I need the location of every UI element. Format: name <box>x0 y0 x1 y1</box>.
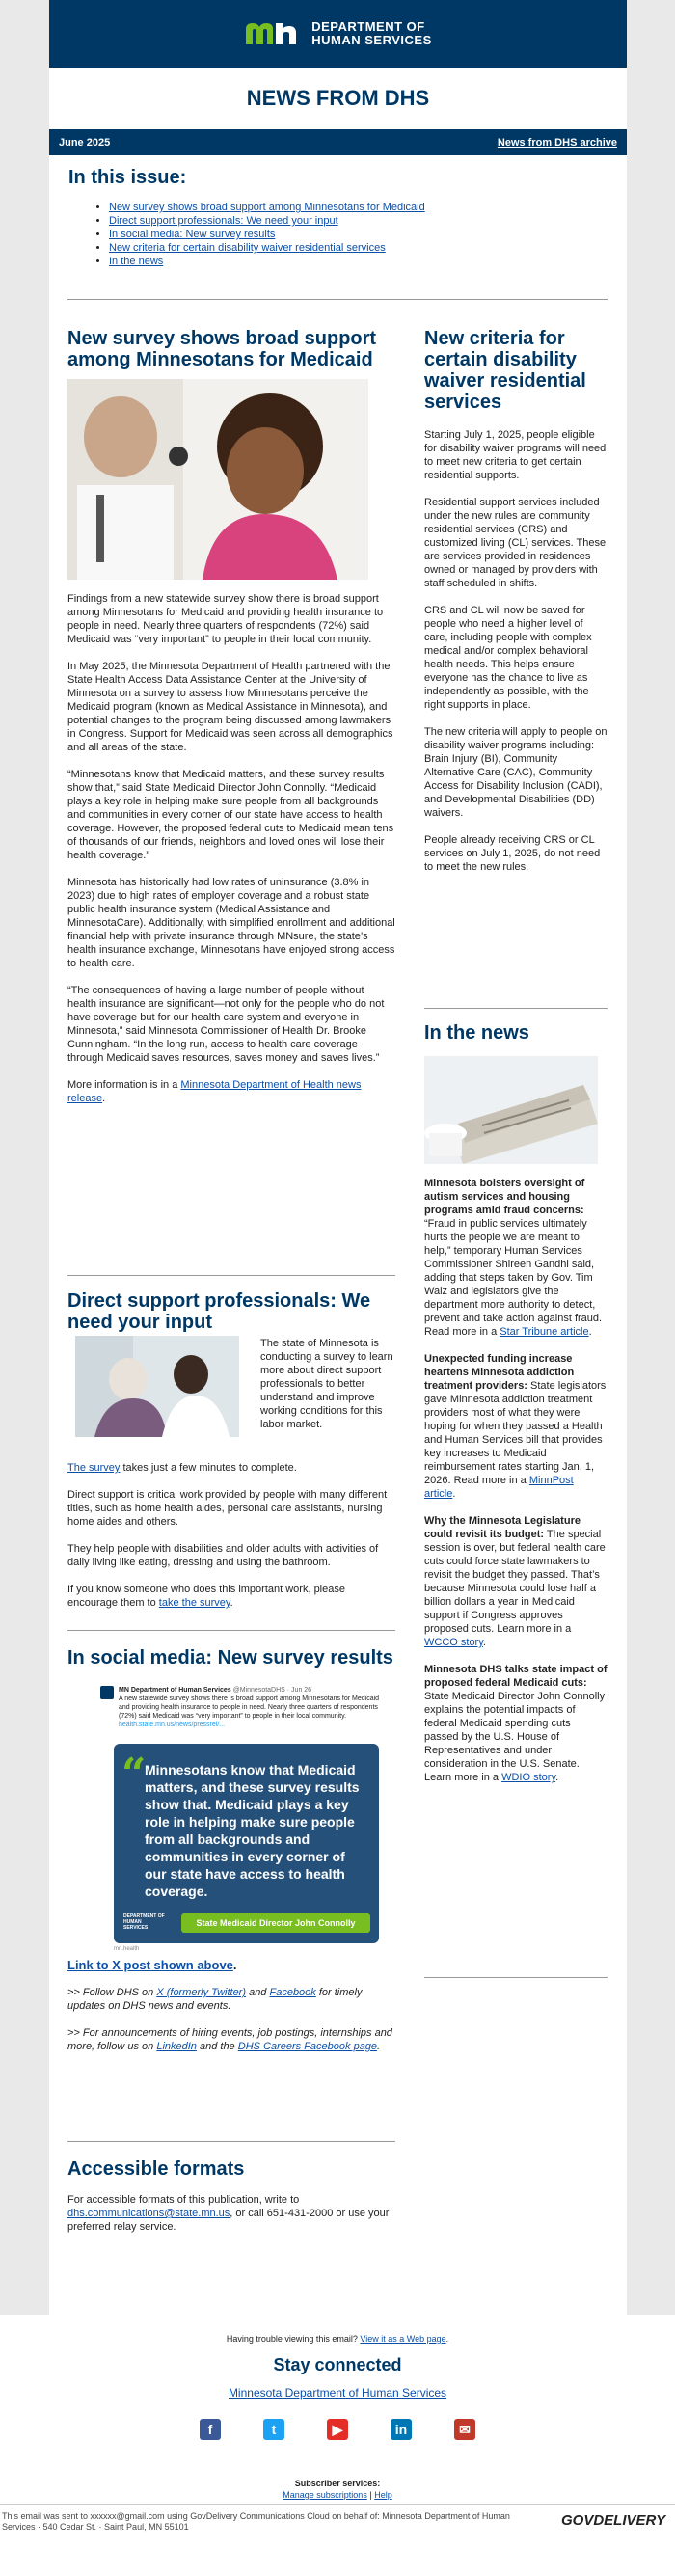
social-icons <box>0 2419 675 2440</box>
criteria-p1: Starting July 1, 2025, people eligible for disability waiver programs will need to meet new criteria to get certain residential supports. <box>424 429 607 481</box>
dsp-p4: They help people with disabilities and older adults with activities of daily living like eating, dressing and using the bathroom. <box>68 1543 379 1568</box>
issue-item <box>109 255 608 268</box>
divider <box>68 299 608 300</box>
minnpost-link[interactable]: MinnPost article <box>424 1475 574 1500</box>
doctor-child-photo <box>68 379 368 580</box>
card-source: mn.health <box>114 1946 140 1952</box>
dsp-section <box>68 1290 395 1333</box>
trouble-post: . <box>446 2334 449 2344</box>
access-post: , or call 651-431-2000 or use your preferred relay service. <box>68 2208 390 2233</box>
news-head-1: Minnesota bolsters oversight of autism services and housing programs amid fraud concerns: <box>424 1178 585 1216</box>
accessible-text <box>68 2193 395 2234</box>
social-section <box>68 1647 415 1668</box>
wcco-link[interactable]: WCCO story <box>424 1637 483 1648</box>
tweet-header <box>100 1686 390 1734</box>
criteria-p4: The new criteria will apply to people on disability waiver programs including: Brain Injury (BI), Community Alternative Care (CAC), Community Access for Disability Inclusion (CADI), and Developmental Disabilities (DD) waivers. <box>424 726 608 819</box>
newsletter-title: NEWS FROM DHS <box>246 86 430 110</box>
news-head-4: Minnesota DHS talks state impact of proposed federal Medicaid cuts: <box>424 1664 608 1689</box>
accessible-section <box>68 2158 395 2234</box>
medicaid-p1: Findings from a new statewide survey show there is broad support among Minnesotans for Medicaid and providing health insurance to people in need. Nearly three quarters of respondents (72%) said Medicaid was “very important” to people in their local community. <box>68 593 384 645</box>
divider <box>68 1630 395 1631</box>
tweet-handle: @MinnesotaDHS · Jun 26 <box>232 1687 312 1694</box>
ann-mid: and the <box>196 2041 238 2052</box>
date-bar <box>49 129 627 155</box>
tweet-text: A new statewide survey shows there is broad support among Minnesotans for Medicaid and providing health insurance to people in need. Nearly three quarters of respondents (72%) said Medicaid was “very important” to people in their local community. <box>119 1695 380 1720</box>
dsp-p5 <box>68 1583 395 1610</box>
news-head-3: Why the Minnesota Legislature could revisit its budget: <box>424 1515 580 1540</box>
issue-link-medicaid[interactable]: New survey shows broad support among Minnesotans for Medicaid <box>109 202 425 213</box>
account-avatar <box>100 1686 114 1699</box>
newspaper-photo <box>424 1056 598 1164</box>
issue-item <box>109 214 608 228</box>
news-body-1: “Fraud in public services ultimately hurts the people we are meant to help,” temporary Human Services Commissioner Shireen Gandhi said, adding that steps taken by Gov. Tim Walz and legislators give the department more authority to detect, prevent and take action against fraud. Read more in a <box>424 1218 603 1338</box>
news-post-1: . <box>588 1326 592 1338</box>
issue-item <box>109 228 608 241</box>
manage-subscriptions-link[interactable]: Manage subscriptions <box>283 2490 367 2500</box>
link-separator: | <box>369 2490 372 2500</box>
follow-post: for timely updates on DHS news and events. <box>68 1987 363 2012</box>
medicaid-p6 <box>68 1078 395 1105</box>
email-footer <box>0 2315 675 2576</box>
divider <box>424 1008 608 1009</box>
twitter-icon[interactable]: t <box>263 2419 284 2440</box>
delivery-notice: This email was sent to xxxxxx@gmail.com using GovDelivery Communications Cloud on behalf of: Minnesota Department of Human Services · 540 Cedar St. · Saint Paul, MN 55101 <box>2 2511 510 2532</box>
medicaid-body <box>68 592 395 1105</box>
tweet-account: MN Department of Human Services <box>119 1687 231 1694</box>
medicaid-p6-post: . <box>102 1093 106 1104</box>
news-post-4: . <box>555 1772 559 1783</box>
dsp-p2-post: takes just a few minutes to complete. <box>120 1462 297 1474</box>
stay-connected: Stay connected <box>273 2355 402 2374</box>
ann-post: . <box>377 2041 381 2052</box>
criteria-p5: People already receiving CRS or CL services on July 1, 2025, do not need to meet the new rules. <box>424 834 601 873</box>
left-column <box>68 328 395 370</box>
trouble-pre: Having trouble viewing this email? <box>226 2334 361 2344</box>
issue-item <box>109 201 608 214</box>
news-items <box>424 1177 608 1784</box>
news-section <box>424 1022 608 1044</box>
announce-paragraph <box>68 2026 395 2053</box>
issue-link-dsp[interactable]: Direct support professionals: We need your input <box>109 215 338 227</box>
issue-link-criteria[interactable]: New criteria for certain disability waiver residential services <box>109 242 386 254</box>
caregiver-photo <box>75 1336 239 1437</box>
email-icon[interactable]: ✉ <box>454 2419 475 2440</box>
criteria-p3: CRS and CL will now be saved for people who need a higher level of care, including people with complex medical and/or complex behavioral health needs. This helps ensure everyone has the chance to live as independently as possible, with the right supports in place. <box>424 605 592 711</box>
medicaid-p3: “Minnesotans know that Medicaid matters, and these survey results show that,” said State Medicaid Director John Connolly. “Medicaid plays a key role in helping make sure people from all backgrounds and communities in every corner of our state have access to health coverage. However, the proposed federal cuts to Medicaid mean tens of thousands of our friends, neighbors and loved ones will lose their health coverage.” <box>68 769 394 861</box>
linkedin-icon[interactable]: in <box>391 2419 412 2440</box>
news-item <box>424 1177 608 1339</box>
take-survey-link[interactable]: take the survey <box>158 1597 230 1609</box>
dhs-logo-text <box>311 20 432 47</box>
dsp-p5-pre: If you know someone who does this important work, please encourage them to <box>68 1584 345 1609</box>
dsp-p5-post: . <box>230 1597 233 1609</box>
news-title: In the news <box>424 1022 529 1044</box>
logo-line1: DEPARTMENT OF <box>311 19 425 34</box>
caregiver-illustration <box>75 1336 239 1437</box>
divider <box>424 1977 608 1978</box>
issue-link-social[interactable]: In social media: New survey results <box>109 229 276 240</box>
quote-mark-icon: “ <box>122 1749 147 1799</box>
subscriber-links <box>0 2490 675 2500</box>
dhs-header <box>49 0 627 68</box>
access-pre: For accessible formats of this publication, write to <box>68 2194 300 2206</box>
medicaid-title: New survey shows broad support among Minnesotans for Medicaid <box>68 328 377 370</box>
divider <box>68 1275 395 1276</box>
careers-facebook-link[interactable]: DHS Careers Facebook page <box>237 2041 378 2052</box>
card-logo: DEPARTMENT OF HUMAN SERVICES <box>123 1913 165 1931</box>
dsp-p3: Direct support is critical work provided by people with many different titles, such as home health aides, personal care assistants, nursing home aides and others. <box>68 1489 388 1528</box>
help-link[interactable]: Help <box>374 2490 392 2500</box>
social-body <box>68 1958 395 2053</box>
news-body-4: State Medicaid Director John Connolly explains the potential impacts of federal Medicaid spending cuts passed by the U.S. House of Representatives and under consideration in the U.S. Senate. Learn more in a <box>424 1691 606 1783</box>
photo-illustration <box>68 379 368 580</box>
facebook-icon[interactable]: f <box>200 2419 221 2440</box>
ann-pre: >> For announcements of hiring events, job postings, internships and more, follow us on <box>68 2027 392 2052</box>
news-post-3: . <box>482 1637 486 1648</box>
news-head-2: Unexpected funding increase heartens Minnesota addiction treatment providers: <box>424 1353 575 1392</box>
news-body-3: The special session is over, but federal health care cuts could force state lawmakers to revisit the budget they passed. That’s because Minnesota could lose half a billion dollars a year in Medicaid support if Congress approves proposed cuts. Learn more in a <box>424 1529 606 1635</box>
dsp-p2 <box>68 1461 395 1475</box>
news-item <box>424 1352 608 1501</box>
dhs-link[interactable]: Minnesota Department of Human Services <box>228 2386 447 2400</box>
facebook-link[interactable]: Facebook <box>269 1987 316 1998</box>
x-link[interactable]: X (formerly Twitter) <box>156 1987 247 1998</box>
footer-divider <box>0 2504 675 2505</box>
divider <box>68 2141 395 2142</box>
criteria-p2: Residential support services included under the new rules are community residential services (CRS) and customized living (CL) services. These are services provided in residences owned or managed by providers with staff scheduled in shifts. <box>424 497 607 589</box>
issue-link-news[interactable]: In the news <box>109 256 164 267</box>
wdio-link[interactable]: WDIO story <box>501 1772 556 1783</box>
follow-paragraph <box>68 1986 395 2013</box>
linkedin-link[interactable]: LinkedIn <box>156 2041 197 2052</box>
medicaid-p5: “The consequences of having a large number of people without health insurance are significant—not only for the people who do not have coverage but for our health care system and everyone in Minnesota,” said Minnesota Commissioner of Health Dr. Brooke Cunningham. “In the long run, access to health care coverage through Medicaid saves resources, saves money and saves lives.” <box>68 985 385 1064</box>
newspaper-illustration <box>424 1056 598 1164</box>
social-title: In social media: New survey results <box>68 1647 393 1668</box>
quote-card <box>114 1744 379 1943</box>
mdh-news-release-link[interactable]: Minnesota Department of Health news release <box>68 1079 362 1104</box>
medicaid-p2: In May 2025, the Minnesota Department of Health partnered with the State Health Access Data Assistance Center at the University of Minnesota on a survey to assess how Minnesotans perceive the Medicaid program (known as Medical Assistance in Minnesota), and potential changes to the program being discussed among lawmakers in Congress. Support for Medicaid was seen across all demographics and all areas of the state. <box>68 661 393 753</box>
issue-list <box>109 201 608 268</box>
link-to-x-post[interactable]: Link to X post shown above <box>68 1958 233 1972</box>
news-post-2: . <box>452 1488 456 1500</box>
org-line <box>0 2386 675 2400</box>
dsp-p1: The state of Minnesota is conducting a survey to learn more about direct support professionals to better understand and improve working conditions for this labor market. <box>260 1338 393 1430</box>
in-this-issue <box>49 155 627 268</box>
trouble-viewing <box>0 2334 675 2344</box>
quote-text: Minnesotans know that Medicaid matters, and these survey results show that. Medicaid plays a key role in helping make sure people from all backgrounds and communities in every corner of our state have access to health coverage. <box>145 1762 360 1899</box>
dsp-intro <box>260 1337 395 1431</box>
in-this-issue-title: In this issue: <box>68 167 187 188</box>
tweet-link[interactable]: health.state.mn.us/news/pressrel/... <box>119 1722 226 1728</box>
issue-date: June 2025 <box>59 136 111 149</box>
star-tribune-link[interactable]: Star Tribune article <box>500 1326 589 1338</box>
news-item <box>424 1514 608 1649</box>
medicaid-p4: Minnesota has historically had low rates of uninsurance (3.8% in 2023) due to high rates of employer coverage and a robust state public health insurance system (Medical Assistance and MinnesotaCare). Additionally, with simplified enrollment and additional financial help with private insurance through MNsure, the state’s health insurance exchange, Minnesotans have enjoyed strong access to health care. <box>68 877 395 969</box>
link-x-paragraph: Link to X post shown above. <box>68 1958 237 1972</box>
right-column <box>424 328 608 874</box>
survey-link[interactable]: The survey <box>68 1462 121 1474</box>
logo-line2: HUMAN SERVICES <box>311 33 432 47</box>
youtube-icon[interactable]: ▶ <box>327 2419 348 2440</box>
dhs-logo-icon <box>244 21 304 46</box>
web-page-link[interactable]: View it as a Web page <box>360 2334 446 2344</box>
news-body-2: State legislators gave Minnesota addiction treatment providers most of what they were hoping for when they passed a Health and Human Services bill that provides key increases to Medicaid reimbursement rates starting Jan. 1, 2026. Read more in a <box>424 1380 607 1486</box>
criteria-title: New criteria for certain disability waiver residential services <box>424 328 586 413</box>
accessible-title: Accessible formats <box>68 2158 245 2180</box>
email-link[interactable]: dhs.communications@state.mn.us <box>68 2208 230 2219</box>
follow-mid: and <box>246 1987 270 1998</box>
govdelivery-logo: GOVDELIVERY <box>561 2512 666 2529</box>
news-item <box>424 1663 608 1784</box>
archive-link[interactable]: News from DHS archive <box>497 136 617 149</box>
dsp-title: Direct support professionals: We need your input <box>68 1290 371 1333</box>
medicaid-p6-pre: More information is in a <box>68 1079 181 1091</box>
subscriber-services: Subscriber services: <box>294 2479 381 2488</box>
follow-pre: >> Follow DHS on <box>68 1987 157 1998</box>
quote-attribution: State Medicaid Director John Connolly <box>181 1913 370 1933</box>
issue-item <box>109 241 608 255</box>
dsp-body <box>68 1461 395 1610</box>
